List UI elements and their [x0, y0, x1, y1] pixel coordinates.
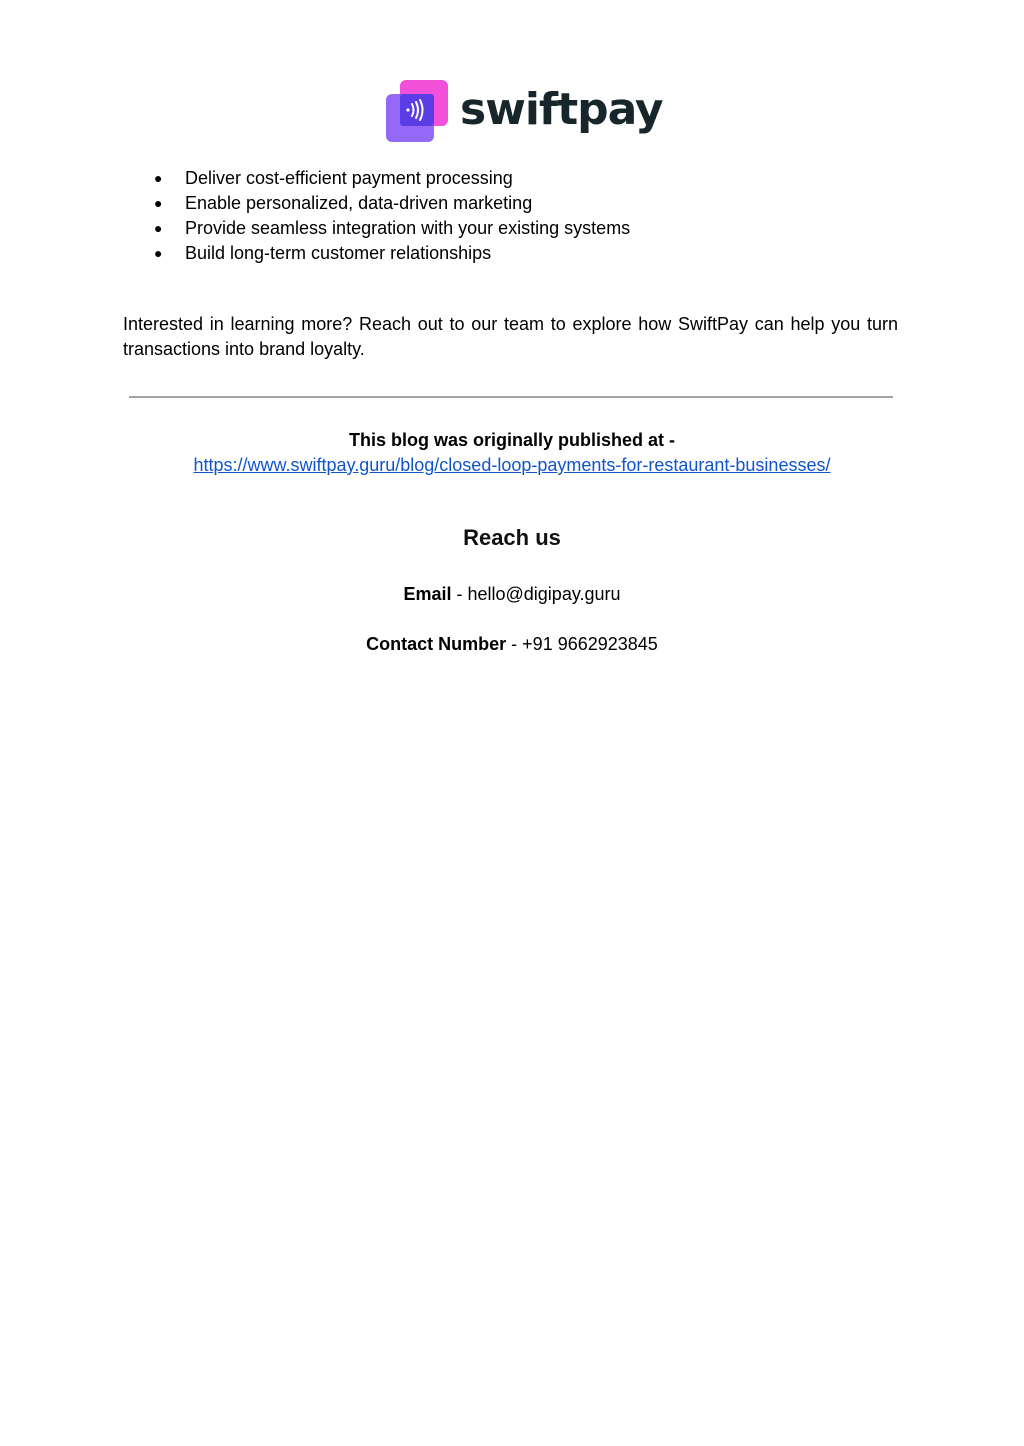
list-item-text: Provide seamless integration with your existing systems	[185, 218, 631, 238]
email-separator: -	[451, 584, 468, 604]
email-value[interactable]: hello@digipay.guru	[467, 584, 621, 604]
feature-list	[154, 166, 630, 266]
list-item	[154, 241, 630, 266]
reach-us-heading: Reach us	[463, 525, 561, 550]
contactless-wave-icon	[386, 80, 450, 144]
horizontal-divider	[129, 396, 893, 398]
email-label: Email	[403, 584, 452, 604]
phone-line	[0, 632, 1024, 657]
list-item	[154, 216, 630, 241]
swiftpay-logo	[386, 80, 663, 144]
list-item-text: Enable personalized, data-driven marketing	[185, 193, 533, 213]
phone-value[interactable]: +91 9662923845	[522, 634, 658, 654]
list-item	[154, 191, 630, 216]
phone-label: Contact Number	[366, 634, 507, 654]
bullet: ●	[154, 245, 163, 261]
email-line	[0, 582, 1024, 607]
bullet: ●	[154, 170, 163, 186]
publication-link[interactable]: https://www.swiftpay.guru/blog/closed-loop-payments-for-restaurant-businesses/	[193, 455, 831, 475]
bullet: ●	[154, 195, 163, 211]
phone-separator: -	[506, 634, 523, 654]
list-item-text: Deliver cost-efficient payment processing	[185, 168, 513, 188]
publication-label: This blog was originally published at -	[348, 430, 676, 450]
list-item	[154, 166, 630, 191]
publication-link-wrapper	[0, 453, 1024, 478]
list-item-text: Build long-term customer relationships	[185, 243, 492, 263]
cta-paragraph: Interested in learning more? Reach out to our team to explore how SwiftPay can help you turn transactions into brand loyalty.	[123, 314, 898, 359]
logo-wordmark: swiftpay	[460, 84, 663, 135]
bullet: ●	[154, 220, 163, 236]
